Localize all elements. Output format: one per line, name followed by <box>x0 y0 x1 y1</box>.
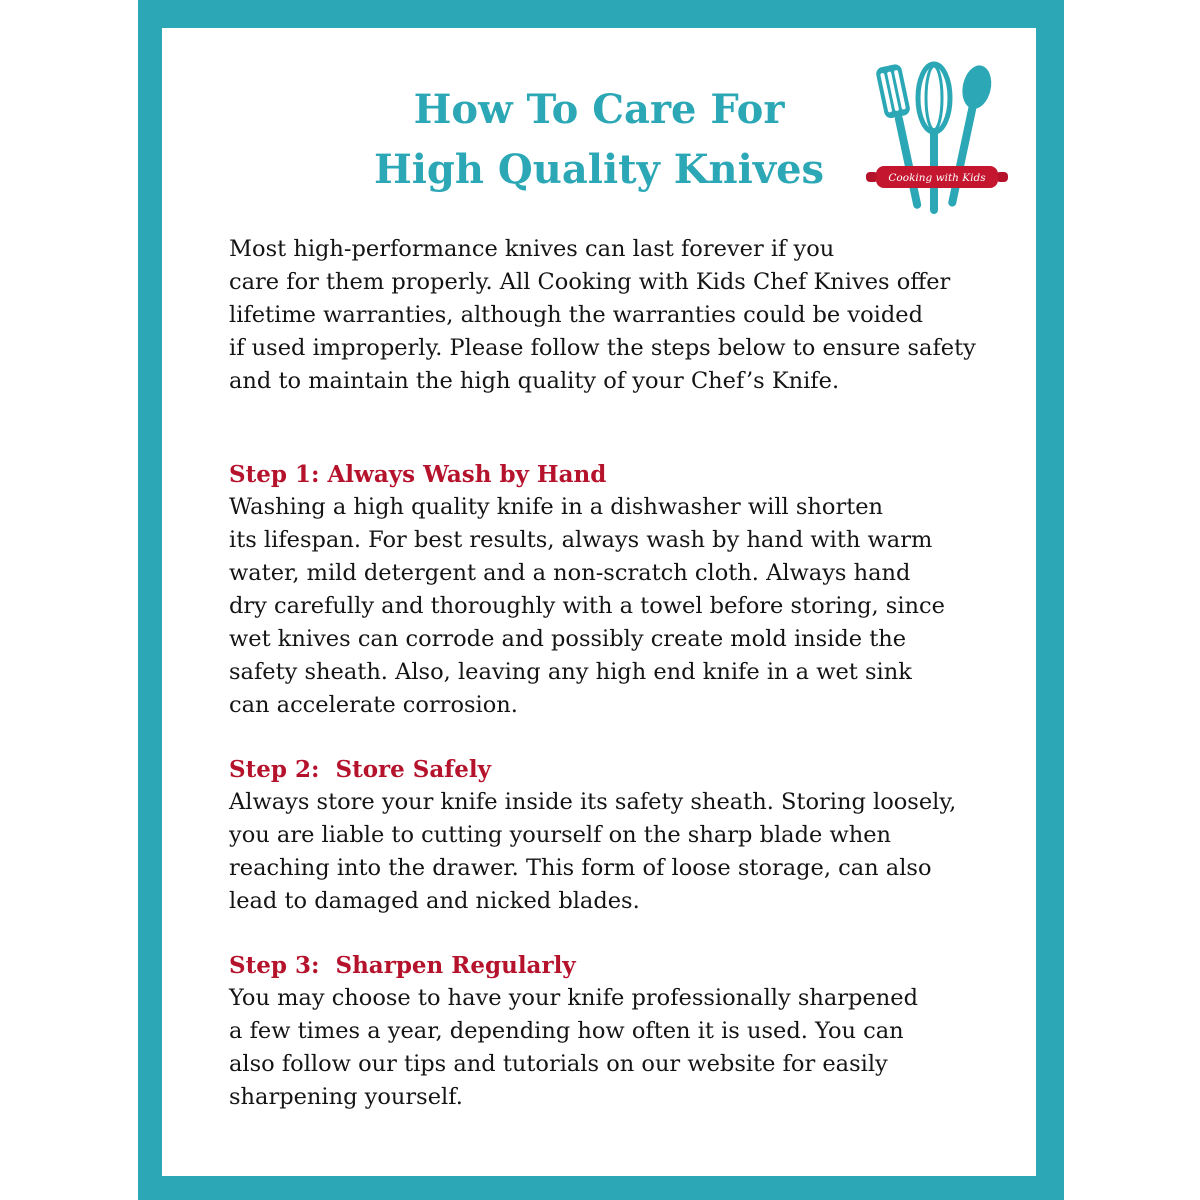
step-1-heading: Step 1: Always Wash by Hand <box>229 461 607 488</box>
step-3-text: You may choose to have your knife professionally sharpened a few times a year, depending how often it is used. You can also follow our tips and tutorials on our website for easily sharpening yourself. <box>229 985 918 1110</box>
whisk-icon <box>918 64 950 214</box>
spatula-icon <box>875 63 931 211</box>
step-1-text: Washing a high quality knife in a dishwasher will shorten its lifespan. For best results, always wash by hand with warm water, mild detergent and a non-scratch cloth. Always hand dry carefully and thoroughly with a towel before storing, since wet knives can corrode and possibly create mold inside the safety sheath. Also, leaving any high end knife in a wet sink can accelerate corrosion. <box>229 494 945 718</box>
step-3-heading: Step 3: Sharpen Regularly <box>229 952 576 979</box>
cooking-utensils-logo-icon <box>864 58 1010 218</box>
title-line-2: High Quality Knives <box>373 146 825 193</box>
step-2-text: Always store your knife inside its safety sheath. Storing loosely, you are liable to cutting yourself on the sharp blade when reaching into the drawer. This form of loose storage, can also lead to damaged and nicked blades. <box>229 789 957 914</box>
step-2-heading: Step 2: Store Safely <box>229 756 491 783</box>
logo-text: Cooking with Kids <box>888 172 986 184</box>
title-line-1: How To Care For <box>413 86 785 133</box>
care-card <box>162 28 1036 1176</box>
intro-paragraph: Most high-performance knives can last forever if you care for them properly. All Cooking with Kids Chef Knives offer lifetime warranties, although the warranties could be voided if used improperly. Please follow the steps below to ensure safety and to maintain the high quality of your Chef’s Knife. <box>229 236 976 394</box>
